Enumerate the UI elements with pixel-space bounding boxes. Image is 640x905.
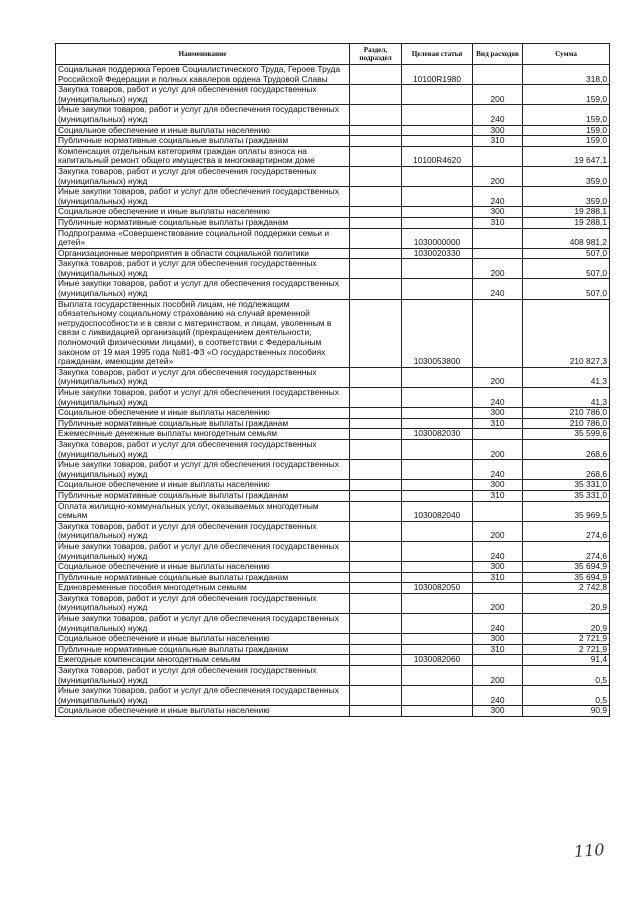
cell-section: [350, 644, 402, 655]
cell-name: Социальное обеспечение и иные выплаты населению: [56, 125, 350, 136]
cell-sum: 19 288,1: [523, 207, 610, 218]
cell-expense-kind: 310: [473, 217, 523, 228]
cell-target-article: [402, 125, 473, 136]
cell-section: [350, 136, 402, 147]
cell-expense-kind: 240: [473, 105, 523, 125]
cell-name: Закупка товаров, работ и услуг для обеспечения государственных (муниципальных) нужд: [56, 521, 350, 541]
header-sum: Сумма: [523, 44, 610, 65]
cell-sum: 318,0: [523, 65, 610, 85]
cell-name: Социальное обеспечение и иные выплаты населению: [56, 634, 350, 645]
cell-name: Иные закупки товаров, работ и услуг для обеспечения государственных (муниципальных) нужд: [56, 187, 350, 207]
cell-name: Публичные нормативные социальные выплаты гражданам: [56, 418, 350, 429]
cell-target-article: [402, 562, 473, 573]
cell-section: [350, 460, 402, 480]
cell-sum: 35 694,9: [523, 572, 610, 583]
cell-expense-kind: 300: [473, 125, 523, 136]
cell-expense-kind: 200: [473, 521, 523, 541]
cell-section: [350, 583, 402, 594]
page-number: 110: [573, 839, 606, 862]
cell-sum: 20,9: [523, 593, 610, 613]
cell-section: [350, 429, 402, 440]
cell-expense-kind: 240: [473, 686, 523, 706]
cell-name: Единовременные пособия многодетным семьям: [56, 583, 350, 594]
cell-section: [350, 634, 402, 645]
cell-expense-kind: 240: [473, 460, 523, 480]
cell-expense-kind: 200: [473, 85, 523, 105]
cell-sum: 41,3: [523, 388, 610, 408]
cell-section: [350, 572, 402, 583]
cell-name: Социальное обеспечение и иные выплаты населению: [56, 207, 350, 218]
cell-target-article: [402, 279, 473, 299]
cell-sum: 359,0: [523, 166, 610, 186]
table-row: [56, 614, 610, 634]
cell-target-article: [402, 85, 473, 105]
cell-target-article: [402, 207, 473, 218]
table-row: [56, 562, 610, 573]
table-row: [56, 593, 610, 613]
table-row: [56, 541, 610, 561]
table-row: [56, 572, 610, 583]
cell-expense-kind: 240: [473, 187, 523, 207]
cell-target-article: 1030000000: [402, 228, 473, 248]
cell-section: [350, 146, 402, 166]
cell-sum: 210 827,3: [523, 299, 610, 367]
cell-target-article: [402, 614, 473, 634]
cell-section: [350, 125, 402, 136]
cell-sum: 0,5: [523, 666, 610, 686]
cell-sum: 2 721,9: [523, 634, 610, 645]
cell-name: Закупка товаров, работ и услуг для обеспечения государственных (муниципальных) нужд: [56, 593, 350, 613]
table-row: [56, 583, 610, 594]
cell-expense-kind: 310: [473, 490, 523, 501]
cell-target-article: [402, 367, 473, 387]
cell-section: [350, 259, 402, 279]
cell-target-article: [402, 439, 473, 459]
cell-sum: 90,9: [523, 706, 610, 717]
cell-name: Публичные нормативные социальные выплаты гражданам: [56, 644, 350, 655]
cell-name: Публичные нормативные социальные выплаты гражданам: [56, 490, 350, 501]
table-row: [56, 65, 610, 85]
cell-section: [350, 248, 402, 259]
cell-name: Социальное обеспечение и иные выплаты населению: [56, 480, 350, 491]
cell-name: Оплата жилищно-коммунальных услуг, оказываемых многодетным семьям: [56, 501, 350, 521]
cell-target-article: [402, 136, 473, 147]
cell-target-article: 1030082040: [402, 501, 473, 521]
table-row: [56, 388, 610, 408]
cell-name: Закупка товаров, работ и услуг для обеспечения государственных (муниципальных) нужд: [56, 85, 350, 105]
cell-sum: 2 721,9: [523, 644, 610, 655]
cell-name: Публичные нормативные социальные выплаты гражданам: [56, 572, 350, 583]
cell-sum: 159,0: [523, 85, 610, 105]
cell-expense-kind: 240: [473, 279, 523, 299]
table-row: [56, 706, 610, 717]
cell-name: Социальное обеспечение и иные выплаты населению: [56, 562, 350, 573]
header-kind: Вид расходов: [473, 44, 523, 65]
table-row: [56, 408, 610, 419]
table-row: [56, 259, 610, 279]
cell-target-article: [402, 644, 473, 655]
table-row: [56, 644, 610, 655]
table-header-row: [56, 44, 610, 65]
cell-name: Иные закупки товаров, работ и услуг для обеспечения государственных (муниципальных) нужд: [56, 279, 350, 299]
cell-target-article: [402, 634, 473, 645]
cell-expense-kind: 310: [473, 136, 523, 147]
cell-expense-kind: [473, 501, 523, 521]
cell-sum: 268,6: [523, 439, 610, 459]
cell-name: Иные закупки товаров, работ и услуг для обеспечения государственных (муниципальных) нужд: [56, 541, 350, 561]
cell-target-article: [402, 541, 473, 561]
cell-target-article: [402, 490, 473, 501]
cell-target-article: [402, 666, 473, 686]
cell-expense-kind: [473, 583, 523, 594]
cell-section: [350, 490, 402, 501]
cell-name: Иные закупки товаров, работ и услуг для обеспечения государственных (муниципальных) нужд: [56, 686, 350, 706]
table-row: [56, 207, 610, 218]
cell-section: [350, 439, 402, 459]
cell-section: [350, 562, 402, 573]
cell-section: [350, 418, 402, 429]
cell-section: [350, 228, 402, 248]
cell-target-article: 1030082030: [402, 429, 473, 440]
header-name: Наименование: [56, 44, 350, 65]
table-row: [56, 367, 610, 387]
cell-target-article: [402, 166, 473, 186]
cell-sum: 507,0: [523, 259, 610, 279]
table-row: [56, 501, 610, 521]
table-row: [56, 187, 610, 207]
cell-target-article: [402, 706, 473, 717]
cell-name: Ежемесячные денежные выплаты многодетным семьям: [56, 429, 350, 440]
header-target: Целевая статья: [402, 44, 473, 65]
cell-expense-kind: 200: [473, 367, 523, 387]
cell-sum: 35 599,6: [523, 429, 610, 440]
cell-expense-kind: 200: [473, 666, 523, 686]
cell-target-article: 1030082060: [402, 655, 473, 666]
cell-sum: 408 981,2: [523, 228, 610, 248]
cell-target-article: [402, 572, 473, 583]
cell-section: [350, 367, 402, 387]
cell-expense-kind: [473, 248, 523, 259]
cell-target-article: [402, 388, 473, 408]
cell-sum: 20,9: [523, 614, 610, 634]
cell-sum: 35 969,5: [523, 501, 610, 521]
cell-expense-kind: 240: [473, 614, 523, 634]
cell-section: [350, 480, 402, 491]
cell-sum: 35 331,0: [523, 490, 610, 501]
table-row: [56, 418, 610, 429]
table-row: [56, 146, 610, 166]
cell-name: Организационные мероприятия в области социальной политики: [56, 248, 350, 259]
cell-expense-kind: 240: [473, 541, 523, 561]
cell-section: [350, 666, 402, 686]
cell-target-article: [402, 593, 473, 613]
cell-target-article: [402, 408, 473, 419]
table-row: [56, 299, 610, 367]
table-row: [56, 228, 610, 248]
table-row: [56, 85, 610, 105]
cell-target-article: [402, 521, 473, 541]
cell-sum: 19 647,1: [523, 146, 610, 166]
cell-target-article: [402, 460, 473, 480]
budget-table: [55, 43, 610, 717]
cell-section: [350, 207, 402, 218]
cell-section: [350, 388, 402, 408]
cell-expense-kind: 310: [473, 572, 523, 583]
cell-name: Социальное обеспечение и иные выплаты населению: [56, 408, 350, 419]
cell-section: [350, 279, 402, 299]
table-row: [56, 655, 610, 666]
cell-section: [350, 65, 402, 85]
cell-name: Социальное обеспечение и иные выплаты населению: [56, 706, 350, 717]
cell-section: [350, 217, 402, 228]
cell-section: [350, 299, 402, 367]
cell-sum: 507,0: [523, 279, 610, 299]
table-row: [56, 248, 610, 259]
cell-expense-kind: 300: [473, 562, 523, 573]
cell-sum: 274,6: [523, 541, 610, 561]
cell-section: [350, 655, 402, 666]
cell-name: Подпрограмма «Совершенствование социальной поддержки семьи и детей»: [56, 228, 350, 248]
cell-target-article: [402, 686, 473, 706]
table-row: [56, 125, 610, 136]
cell-target-article: [402, 418, 473, 429]
cell-expense-kind: [473, 299, 523, 367]
cell-sum: 268,6: [523, 460, 610, 480]
header-section: Раздел, подраздел: [350, 44, 402, 65]
table-row: [56, 480, 610, 491]
cell-expense-kind: 310: [473, 644, 523, 655]
cell-target-article: [402, 187, 473, 207]
cell-target-article: 1030082050: [402, 583, 473, 594]
cell-name: Публичные нормативные социальные выплаты гражданам: [56, 136, 350, 147]
cell-name: Иные закупки товаров, работ и услуг для обеспечения государственных (муниципальных) нужд: [56, 460, 350, 480]
cell-target-article: [402, 105, 473, 125]
cell-expense-kind: 310: [473, 418, 523, 429]
cell-sum: 35 331,0: [523, 480, 610, 491]
cell-section: [350, 501, 402, 521]
cell-name: Закупка товаров, работ и услуг для обеспечения государственных (муниципальных) нужд: [56, 166, 350, 186]
cell-expense-kind: 240: [473, 388, 523, 408]
cell-expense-kind: 200: [473, 439, 523, 459]
cell-expense-kind: 300: [473, 408, 523, 419]
cell-section: [350, 85, 402, 105]
cell-name: Социальная поддержка Героев Социалистического Труда, Героев Труда Российской Федерации и полных кавалеров ордена Трудовой Славы: [56, 65, 350, 85]
cell-sum: 2 742,8: [523, 583, 610, 594]
cell-expense-kind: 300: [473, 706, 523, 717]
table-row: [56, 105, 610, 125]
table-row: [56, 439, 610, 459]
cell-sum: 507,0: [523, 248, 610, 259]
cell-section: [350, 521, 402, 541]
cell-section: [350, 408, 402, 419]
cell-name: Ежегодные компенсации многодетным семьям: [56, 655, 350, 666]
cell-name: Публичные нормативные социальные выплаты гражданам: [56, 217, 350, 228]
cell-name: Иные закупки товаров, работ и услуг для обеспечения государственных (муниципальных) нужд: [56, 388, 350, 408]
cell-expense-kind: [473, 228, 523, 248]
cell-sum: 359,0: [523, 187, 610, 207]
table-body: [56, 65, 610, 717]
cell-expense-kind: 200: [473, 166, 523, 186]
table-row: [56, 136, 610, 147]
cell-expense-kind: [473, 65, 523, 85]
cell-section: [350, 166, 402, 186]
cell-expense-kind: 200: [473, 259, 523, 279]
table-row: [56, 521, 610, 541]
table-row: [56, 460, 610, 480]
cell-section: [350, 105, 402, 125]
cell-section: [350, 614, 402, 634]
cell-target-article: [402, 480, 473, 491]
cell-target-article: 10100R1980: [402, 65, 473, 85]
cell-section: [350, 686, 402, 706]
table-row: [56, 686, 610, 706]
cell-target-article: [402, 217, 473, 228]
cell-sum: 19 288,1: [523, 217, 610, 228]
table-row: [56, 166, 610, 186]
cell-sum: 159,0: [523, 125, 610, 136]
table-row: [56, 279, 610, 299]
cell-name: Закупка товаров, работ и услуг для обеспечения государственных (муниципальных) нужд: [56, 367, 350, 387]
cell-expense-kind: 300: [473, 634, 523, 645]
cell-target-article: 1030053800: [402, 299, 473, 367]
table-row: [56, 217, 610, 228]
table-row: [56, 490, 610, 501]
cell-sum: 35 694,9: [523, 562, 610, 573]
cell-expense-kind: 300: [473, 480, 523, 491]
table-row: [56, 429, 610, 440]
cell-sum: 91,4: [523, 655, 610, 666]
cell-target-article: [402, 259, 473, 279]
cell-target-article: 10100R4620: [402, 146, 473, 166]
cell-name: Иные закупки товаров, работ и услуг для обеспечения государственных (муниципальных) нужд: [56, 105, 350, 125]
cell-expense-kind: [473, 146, 523, 166]
cell-sum: 210 786,0: [523, 418, 610, 429]
cell-section: [350, 187, 402, 207]
cell-sum: 210 786,0: [523, 408, 610, 419]
cell-target-article: 1030020330: [402, 248, 473, 259]
cell-name: Иные закупки товаров, работ и услуг для обеспечения государственных (муниципальных) нужд: [56, 614, 350, 634]
table-row: [56, 634, 610, 645]
cell-expense-kind: [473, 429, 523, 440]
cell-sum: 159,0: [523, 136, 610, 147]
cell-expense-kind: [473, 655, 523, 666]
cell-expense-kind: 300: [473, 207, 523, 218]
table-row: [56, 666, 610, 686]
cell-name: Закупка товаров, работ и услуг для обеспечения государственных (муниципальных) нужд: [56, 259, 350, 279]
cell-section: [350, 541, 402, 561]
cell-section: [350, 706, 402, 717]
cell-sum: 159,0: [523, 105, 610, 125]
cell-name: Выплата государственных пособий лицам, не подлежащим обязательному социальному страхованию на случай временной нетрудоспособности и в связи с материнством, и лицам, уволенным в связи с ликвидацией организаций (прекращением деятельности, полномочий физическими лицами), в соответствии с Федеральным законом от 19 мая 1995 года №81-ФЗ «О государственных пособиях гражданам, имеющим детей»: [56, 299, 350, 367]
cell-sum: 274,6: [523, 521, 610, 541]
cell-sum: 0,5: [523, 686, 610, 706]
cell-expense-kind: 200: [473, 593, 523, 613]
cell-name: Компенсация отдельным категориям граждан оплаты взноса на капитальный ремонт общего имущества в многоквартирном доме: [56, 146, 350, 166]
cell-name: Закупка товаров, работ и услуг для обеспечения государственных (муниципальных) нужд: [56, 666, 350, 686]
cell-sum: 41,3: [523, 367, 610, 387]
cell-name: Закупка товаров, работ и услуг для обеспечения государственных (муниципальных) нужд: [56, 439, 350, 459]
cell-section: [350, 593, 402, 613]
